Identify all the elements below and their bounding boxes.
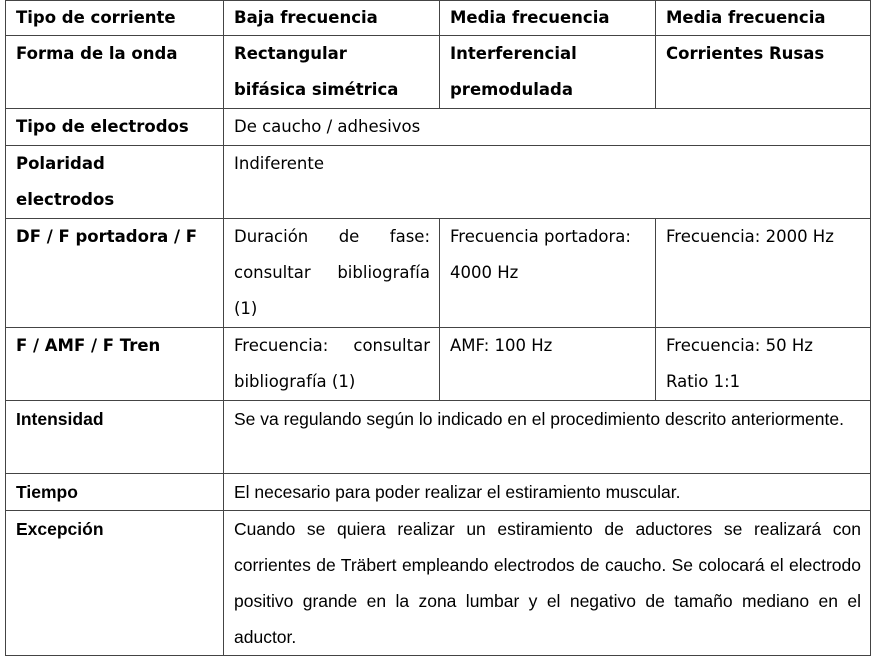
cell-electrode-type: De caucho / adhesivos <box>224 109 871 146</box>
cell-df-carrier-interferential: Frecuencia portadora: 4000 Hz <box>440 219 656 328</box>
row-label-df-carrier: DF / F portadora / F <box>6 219 224 328</box>
cell-wave-form-interferential <box>440 36 656 109</box>
row-label-electrode-type: Tipo de electrodos <box>6 109 224 146</box>
cell-df-carrier-low: Duración de fase: consultar bibliografía (1) <box>224 219 440 328</box>
row-label-f-amf-train: F / AMF / F Tren <box>6 328 224 401</box>
cell-line: Rectangular <box>234 44 347 63</box>
table-row-f-amf-train <box>6 328 871 401</box>
cell-line: premodulada <box>450 80 573 99</box>
table-row-time <box>6 474 871 511</box>
cell-df-carrier-russian: Frecuencia: 2000 Hz <box>656 219 871 328</box>
current-parameters-table <box>5 0 871 656</box>
cell-line: Ratio 1:1 <box>666 372 741 391</box>
table-row-df-carrier <box>6 219 871 328</box>
cell-line: electrodos <box>16 190 115 209</box>
row-label-exception: Excepción <box>6 511 224 656</box>
cell-line: bifásica simétrica <box>234 80 399 99</box>
cell-wave-form-russian <box>656 36 871 109</box>
table-row-wave-form <box>6 36 871 109</box>
cell-line: Polaridad <box>16 154 105 173</box>
table-row-electrode-polarity <box>6 146 871 219</box>
cell-line: Interferencial <box>450 44 577 63</box>
table-row-intensity <box>6 401 871 474</box>
table-row-current-type <box>6 1 871 36</box>
cell-intensity: Se va regulando según lo indicado en el procedimiento descrito anteriormente. <box>224 401 871 474</box>
cell-f-amf-train-interferential: AMF: 100 Hz <box>440 328 656 401</box>
cell-time: El necesario para poder realizar el estiramiento muscular. <box>224 474 871 511</box>
cell-line: Frecuencia: 50 Hz <box>666 336 813 355</box>
row-label-intensity: Intensidad <box>6 401 224 474</box>
row-label-current-type: Tipo de corriente <box>6 1 224 36</box>
table-row-electrode-type <box>6 109 871 146</box>
table-row-exception <box>6 511 871 656</box>
cell-exception: Cuando se quiera realizar un estiramiento de aductores se realizará con corrientes de Träbert empleando electrodos de caucho. Se colocará el electrodo positivo grande en la zona lumbar y el negativo de tamaño mediano en el aductor. <box>224 511 871 656</box>
cell-f-amf-train-russian <box>656 328 871 401</box>
row-label-wave-form: Forma de la onda <box>6 36 224 109</box>
column-header-low-frequency: Baja frecuencia <box>224 1 440 36</box>
cell-electrode-polarity: Indiferente <box>224 146 871 219</box>
row-label-time: Tiempo <box>6 474 224 511</box>
cell-line: Corrientes Rusas <box>666 44 825 63</box>
column-header-medium-frequency-interferential: Media frecuencia <box>440 1 656 36</box>
column-header-medium-frequency-russian: Media frecuencia <box>656 1 871 36</box>
cell-wave-form-low <box>224 36 440 109</box>
row-label-electrode-polarity <box>6 146 224 219</box>
cell-f-amf-train-low: Frecuencia: consultar bibliografía (1) <box>224 328 440 401</box>
